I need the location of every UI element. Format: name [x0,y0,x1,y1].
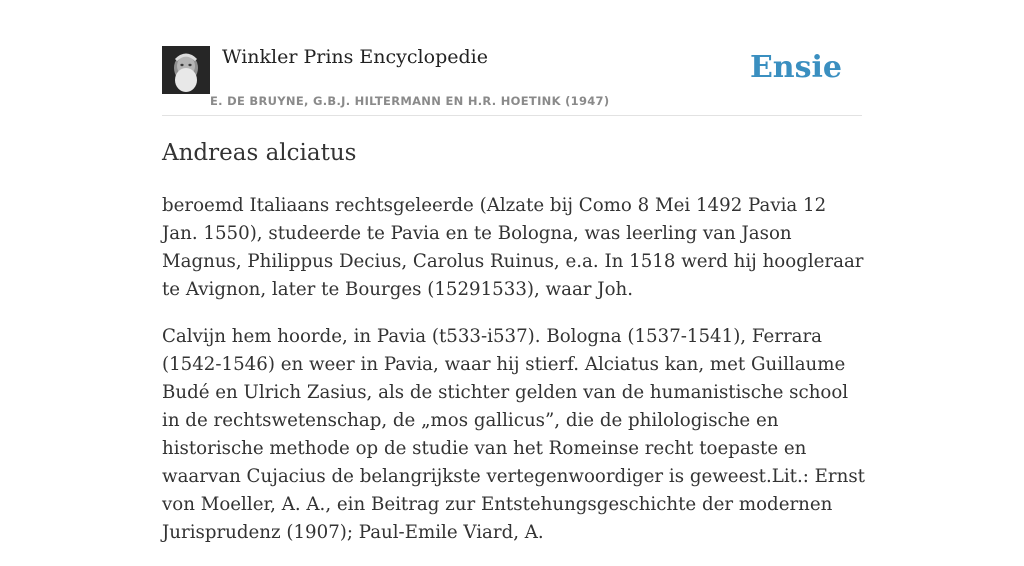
author-avatar[interactable] [162,46,210,94]
article-paragraph: beroemd Italiaans rechtsgeleerde (Alzate bij Como 8 Mei 1492 Pavia 12 Jan. 1550), studeerde te Pavia en te Bologna, was leerling van Jason Magnus, Philippus Decius, Carolus Ruinus, e.a. In 1518 werd hij hoogleraar te Avignon, later te Bourges (15291533), waar Joh. [162,195,864,300]
article-paragraph: Calvijn hem hoorde, in Pavia (t533-i537). Bologna (1537-1541), Ferrara (1542-1546) en weer in Pavia, waar hij stierf. Alciatus kan, met Guillaume Budé en Ulrich Zasius, als de stichter gelden van de humanistische school in de rechtswetenschap, de „mos gallicus”, die de philologische en historische methode op de studie van het Romeinse recht toepaste en waarvan Cujacius de belangrijkste vertegenwoordiger is geweest.Lit.: Ernst von Moeller, A. A., ein Beitrag zur Entstehungsgeschichte der modernen Jurisprudenz (1907); Paul-Emile Viard, A. [162,326,865,543]
header [162,0,862,116]
brand-logo[interactable]: Ensie [749,50,842,85]
site-title[interactable]: Winkler Prins Encyclopedie [222,46,488,68]
article-body [162,192,866,566]
article-title: Andreas alciatus [162,140,357,166]
content-container [162,0,865,543]
author-portrait-icon [162,46,210,94]
author-byline: E. DE BRUYNE, G.B.J. HILTERMANN EN H.R. HOETINK (1947) [210,94,610,108]
